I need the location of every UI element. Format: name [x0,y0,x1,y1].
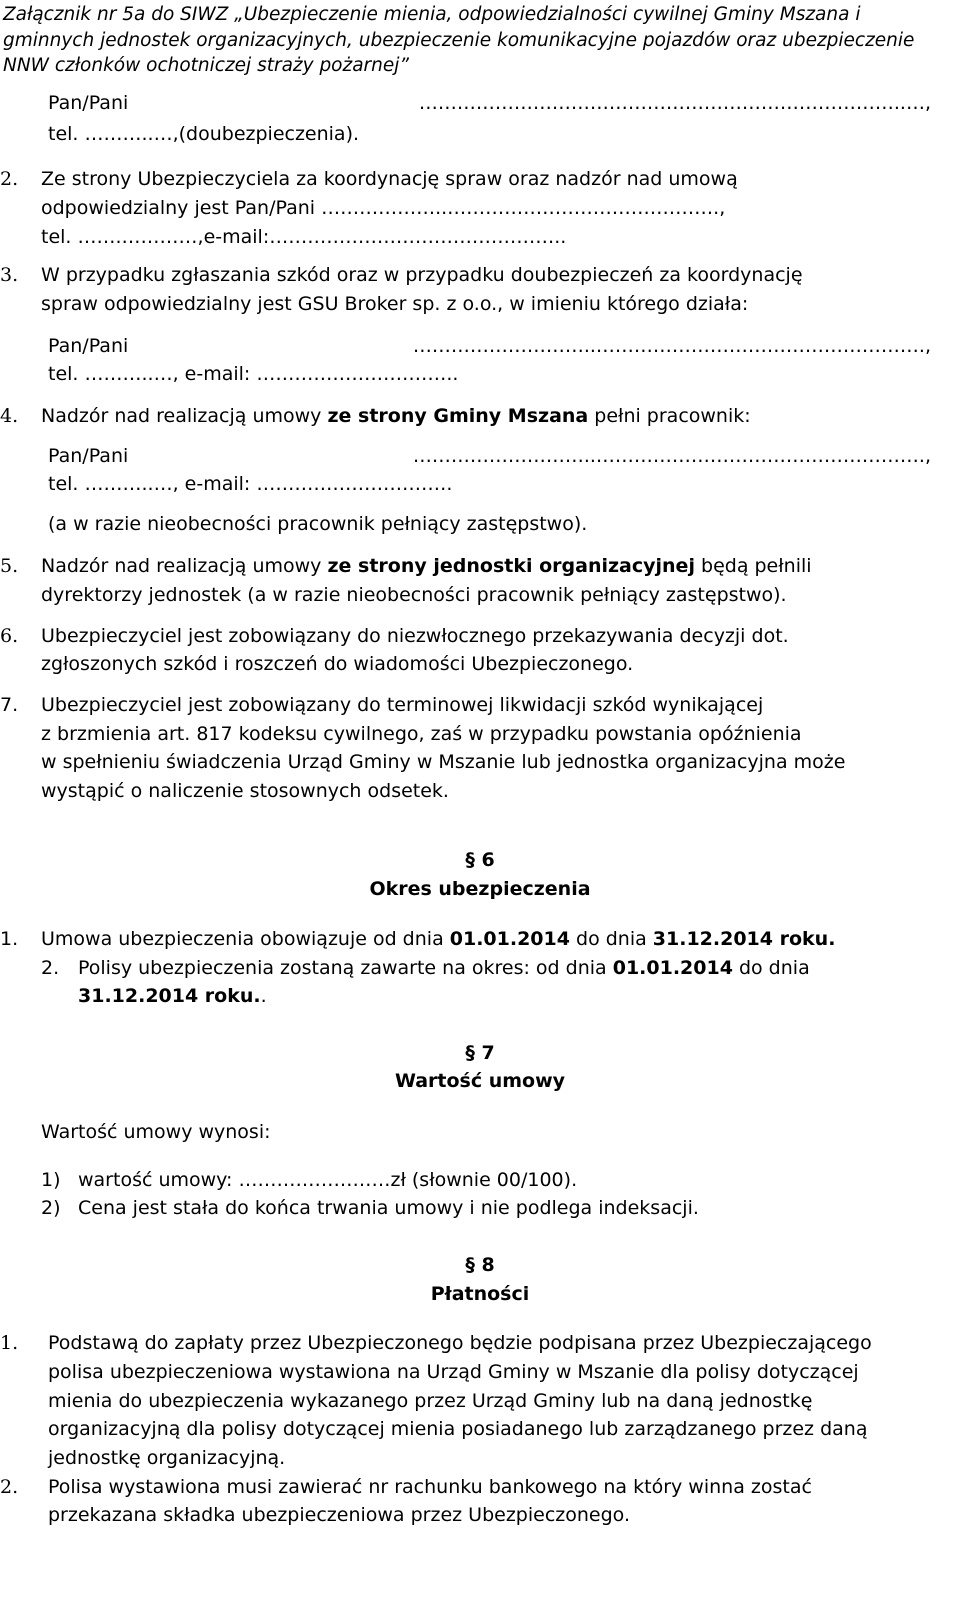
p1-dots: …………………………………………………………………..…, [418,92,931,114]
s6-item-2-a: Polisy ubezpieczenia zostaną zawarte na okres: od dnia [78,957,613,979]
p4-line-1-a: Nadzór nad realizacją umowy [41,405,328,427]
p3-tel: tel. ………..…, e-mail: ………………………….. [48,363,459,385]
s8-item-1-line-2: polisa ubezpieczeniowa wystawiona na Urząd Gminy w Mszanie dla polisy dotyczącej [48,1361,859,1383]
p2-number: 2. [0,168,19,190]
s8-item-2-line-2: przekazana składka ubezpieczeniowa przez Ubezpieczonego. [48,1504,630,1526]
section-7-title: § 7 [465,1042,495,1064]
s6-item-2-tail: . [260,985,267,1007]
s6-item-1-number: 1. [0,928,19,950]
section-6-title: § 6 [465,849,495,871]
s8-item-1-line-3: mienia do ubezpieczenia wykazanego przez Urząd Gminy lub na daną jednostkę [48,1390,813,1412]
s6-item-1-date-to: 31.12.2014 roku. [652,928,836,950]
p2-line-1-text: Ze strony Ubezpieczyciela za koordynację spraw oraz nadzór nad umową [41,168,738,190]
p4-pan: Pan/Pani [48,445,129,467]
header-line-3: NNW członków ochotniczej straży pożarnej” [3,55,409,76]
p4-line-1-bold: ze strony Gminy Mszana [327,405,589,427]
p2-line-3: tel. …….…………,e-mail:……………………………………….. [41,226,567,248]
p3-number: 3. [0,264,19,286]
p7-line-4: wystąpić o naliczenie stosownych odsetek. [41,780,449,802]
p5-line-2: dyrektorzy jednostek (a w razie nieobecności pracownik pełniący zastępstwo). [41,584,787,606]
p5-line-1 [41,553,812,579]
section-8-title: § 8 [465,1254,495,1276]
s8-item-2-line-1: Polisa wystawiona musi zawierać nr rachunku bankowego na który winna zostać [48,1476,812,1498]
p4-note: (a w razie nieobecności pracownik pełniący zastępstwo). [48,513,588,535]
p3-line-1: W przypadku zgłaszania szkód oraz w przypadku doubezpieczeń za koordynację [41,264,803,286]
s6-item-2-c: do dnia [732,957,810,979]
p4-line-1-c: pełni pracownik: [588,405,751,427]
p5-line-1-bold: ze strony jednostki organizacyjnej [327,555,695,577]
s6-item-2-date-to: 31.12.2014 roku. [78,985,261,1007]
p4-tel: tel. ………..…, e-mail: …………………………. [48,473,453,495]
s8-item-1-line-1: Podstawą do zapłaty przez Ubezpieczonego będzie podpisana przez Ubezpieczającego [48,1332,872,1354]
p1-tel: tel. ………..…,(doubezpieczenia). [48,123,360,145]
s6-item-2-line-1 [78,955,810,981]
p5-number: 5. [0,555,19,577]
s6-item-1-c: do dnia [569,928,653,950]
s6-item-2-number: 2. [41,957,60,979]
section-8-subtitle: Płatności [430,1283,530,1305]
p7-number: 7. [0,694,19,716]
s6-item-1-a: Umowa ubezpieczenia obowiązuje od dnia [41,928,450,950]
p4-dots: ………………………..……………………………………………., [412,445,931,467]
p5-line-1-c: będą pełnili [694,555,812,577]
s8-item-1-line-5: jednostkę organizacyjną. [48,1447,286,1469]
s7-item-2: Cena jest stała do końca trwania umowy i nie podlega indeksacji. [78,1197,699,1219]
s7-item-2-number: 2) [41,1197,61,1219]
s7-item-1-number: 1) [41,1169,61,1191]
s6-item-2-line-2 [78,983,267,1009]
p3-dots: ………………………..……………………………………………., [412,335,931,357]
p5-line-1-a: Nadzór nad realizacją umowy [41,555,328,577]
p2-line-1 [41,166,931,192]
p7-line-3: w spełnieniu świadczenia Urząd Gminy w Mszanie lub jednostka organizacyjna może [41,751,846,773]
p6-line-1: Ubezpieczyciel jest zobowiązany do niezwłocznego przekazywania decyzji dot. [41,625,789,647]
s8-item-1-number: 1. [0,1332,19,1354]
header-line-2: gminnych jednostek organizacyjnych, ubezpieczenie komunikacyjne pojazdów oraz ubezpieczenie [3,30,915,51]
p4-number: 4. [0,405,19,427]
s6-item-1-date-from: 01.01.2014 [449,928,570,950]
p4-line-1 [41,403,751,429]
p6-number: 6. [0,625,19,647]
p3-line-2: spraw odpowiedzialny jest GSU Broker sp. z o.o., w imieniu którego działa: [41,293,749,315]
p1-pan: Pan/Pani [48,92,129,114]
s8-item-2-number: 2. [0,1476,19,1498]
s6-item-1 [41,926,835,952]
header-line-1: Załącznik nr 5a do SIWZ „Ubezpieczenie mienia, odpowiedzialności cywilnej Gminy Mszana i [3,4,861,25]
s8-item-1-line-4: organizacyjną dla polisy dotyczącej mienia posiadanego lub zarządzanego przez daną [48,1418,868,1440]
section-6-subtitle: Okres ubezpieczenia [369,878,591,900]
s7-intro: Wartość umowy wynosi: [41,1121,271,1143]
p7-line-2: z brzmienia art. 817 kodeksu cywilnego, zaś w przypadku powstania opóźnienia [41,723,802,745]
p2-line-2: odpowiedzialny jest Pan/Pani ………………..……………………………………., [41,197,726,219]
p7-line-1: Ubezpieczyciel jest zobowiązany do terminowej likwidacji szkód wynikającej [41,694,764,716]
s7-item-1: wartość umowy: ……………………zł (słownie 00/100). [78,1169,578,1191]
p3-pan: Pan/Pani [48,335,129,357]
p6-line-2: zgłoszonych szkód i roszczeń do wiadomości Ubezpieczonego. [41,653,634,675]
s6-item-2-date-from: 01.01.2014 [612,957,733,979]
section-7-subtitle: Wartość umowy [394,1070,566,1092]
